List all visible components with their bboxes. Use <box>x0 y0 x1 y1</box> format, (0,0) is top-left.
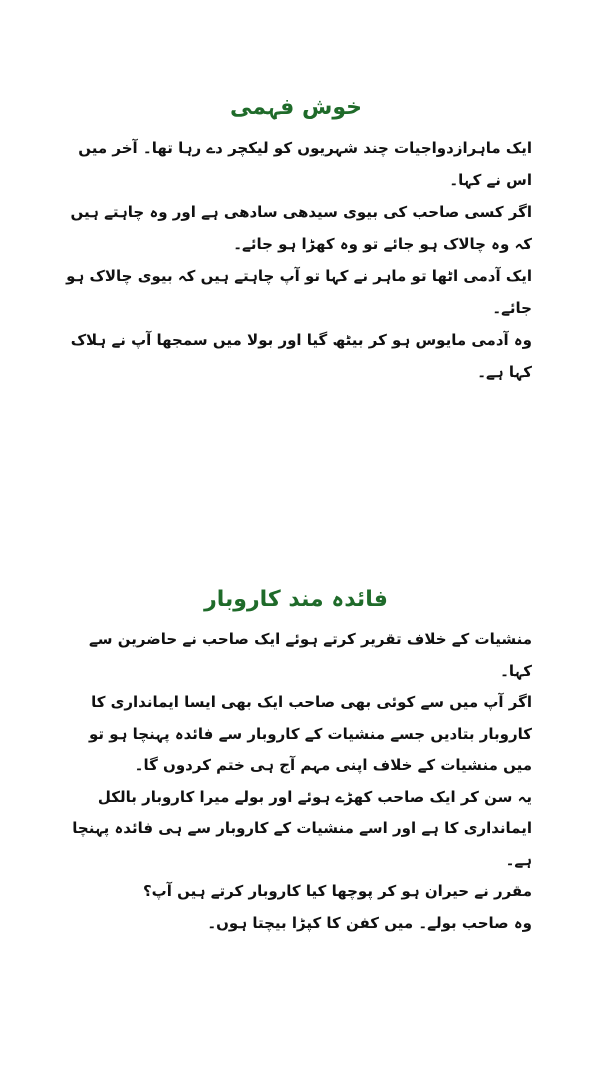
story-paragraph: وہ صاحب بولے۔ میں کفن کا کپڑا بیچتا ہوں۔ <box>207 913 532 932</box>
story-paragraph: مقرر نے حیران ہو کر پوچھا کیا کاروبار کرتے ہیں آپ؟ <box>142 882 532 900</box>
story-paragraph: ایک ماہرازدواجیات چند شہریوں کو لیکچر دے رہا تھا۔ آخر میں اس نے کہا۔ <box>78 139 532 189</box>
story-title: خوش فہمی <box>230 95 362 120</box>
story-paragraph: اگر آپ میں سے کوئی بھی صاحب ایک بھی ایسا ایمانداری کا کاروبار بتادیں جسے منشیات کے کاروبار سے فائدہ پہنچا ہو تو میں منشیات کے خلاف اپنی مہم آج ہی ختم کردوں گا۔ <box>88 693 532 774</box>
story-paragraph: منشیات کے خلاف تقریر کرتے ہوئے ایک صاحب نے حاضرین سے کہا۔ <box>89 630 532 680</box>
story-paragraph: ایک آدمی اٹھا تو ماہر نے کہا تو آپ چاہتے ہیں کہ بیوی چالاک ہو جائے۔ <box>66 267 532 317</box>
story-paragraph: یہ سن کر ایک صاحب کھڑے ہوئے اور بولے میرا کاروبار بالکل ایمانداری کا ہے اور اسے منشیات کے کاروبار سے ہی فائدہ پہنچا ہے۔ <box>72 787 532 869</box>
story-paragraph: وہ آدمی مایوس ہو کر بیٹھ گیا اور بولا میں سمجھا آپ نے ہلاک کہا ہے۔ <box>70 331 532 381</box>
story-faida-mand-karobar <box>60 580 532 939</box>
story-title: فائدہ مند کاروبار <box>204 587 388 612</box>
story-khush-fehmi <box>60 88 532 388</box>
story-paragraph: اگر کسی صاحب کی بیوی سیدھی سادھی ہے اور وہ چاہتے ہیں کہ وہ چالاک ہو جائے تو وہ کھڑا ہو جائے۔ <box>70 203 532 253</box>
